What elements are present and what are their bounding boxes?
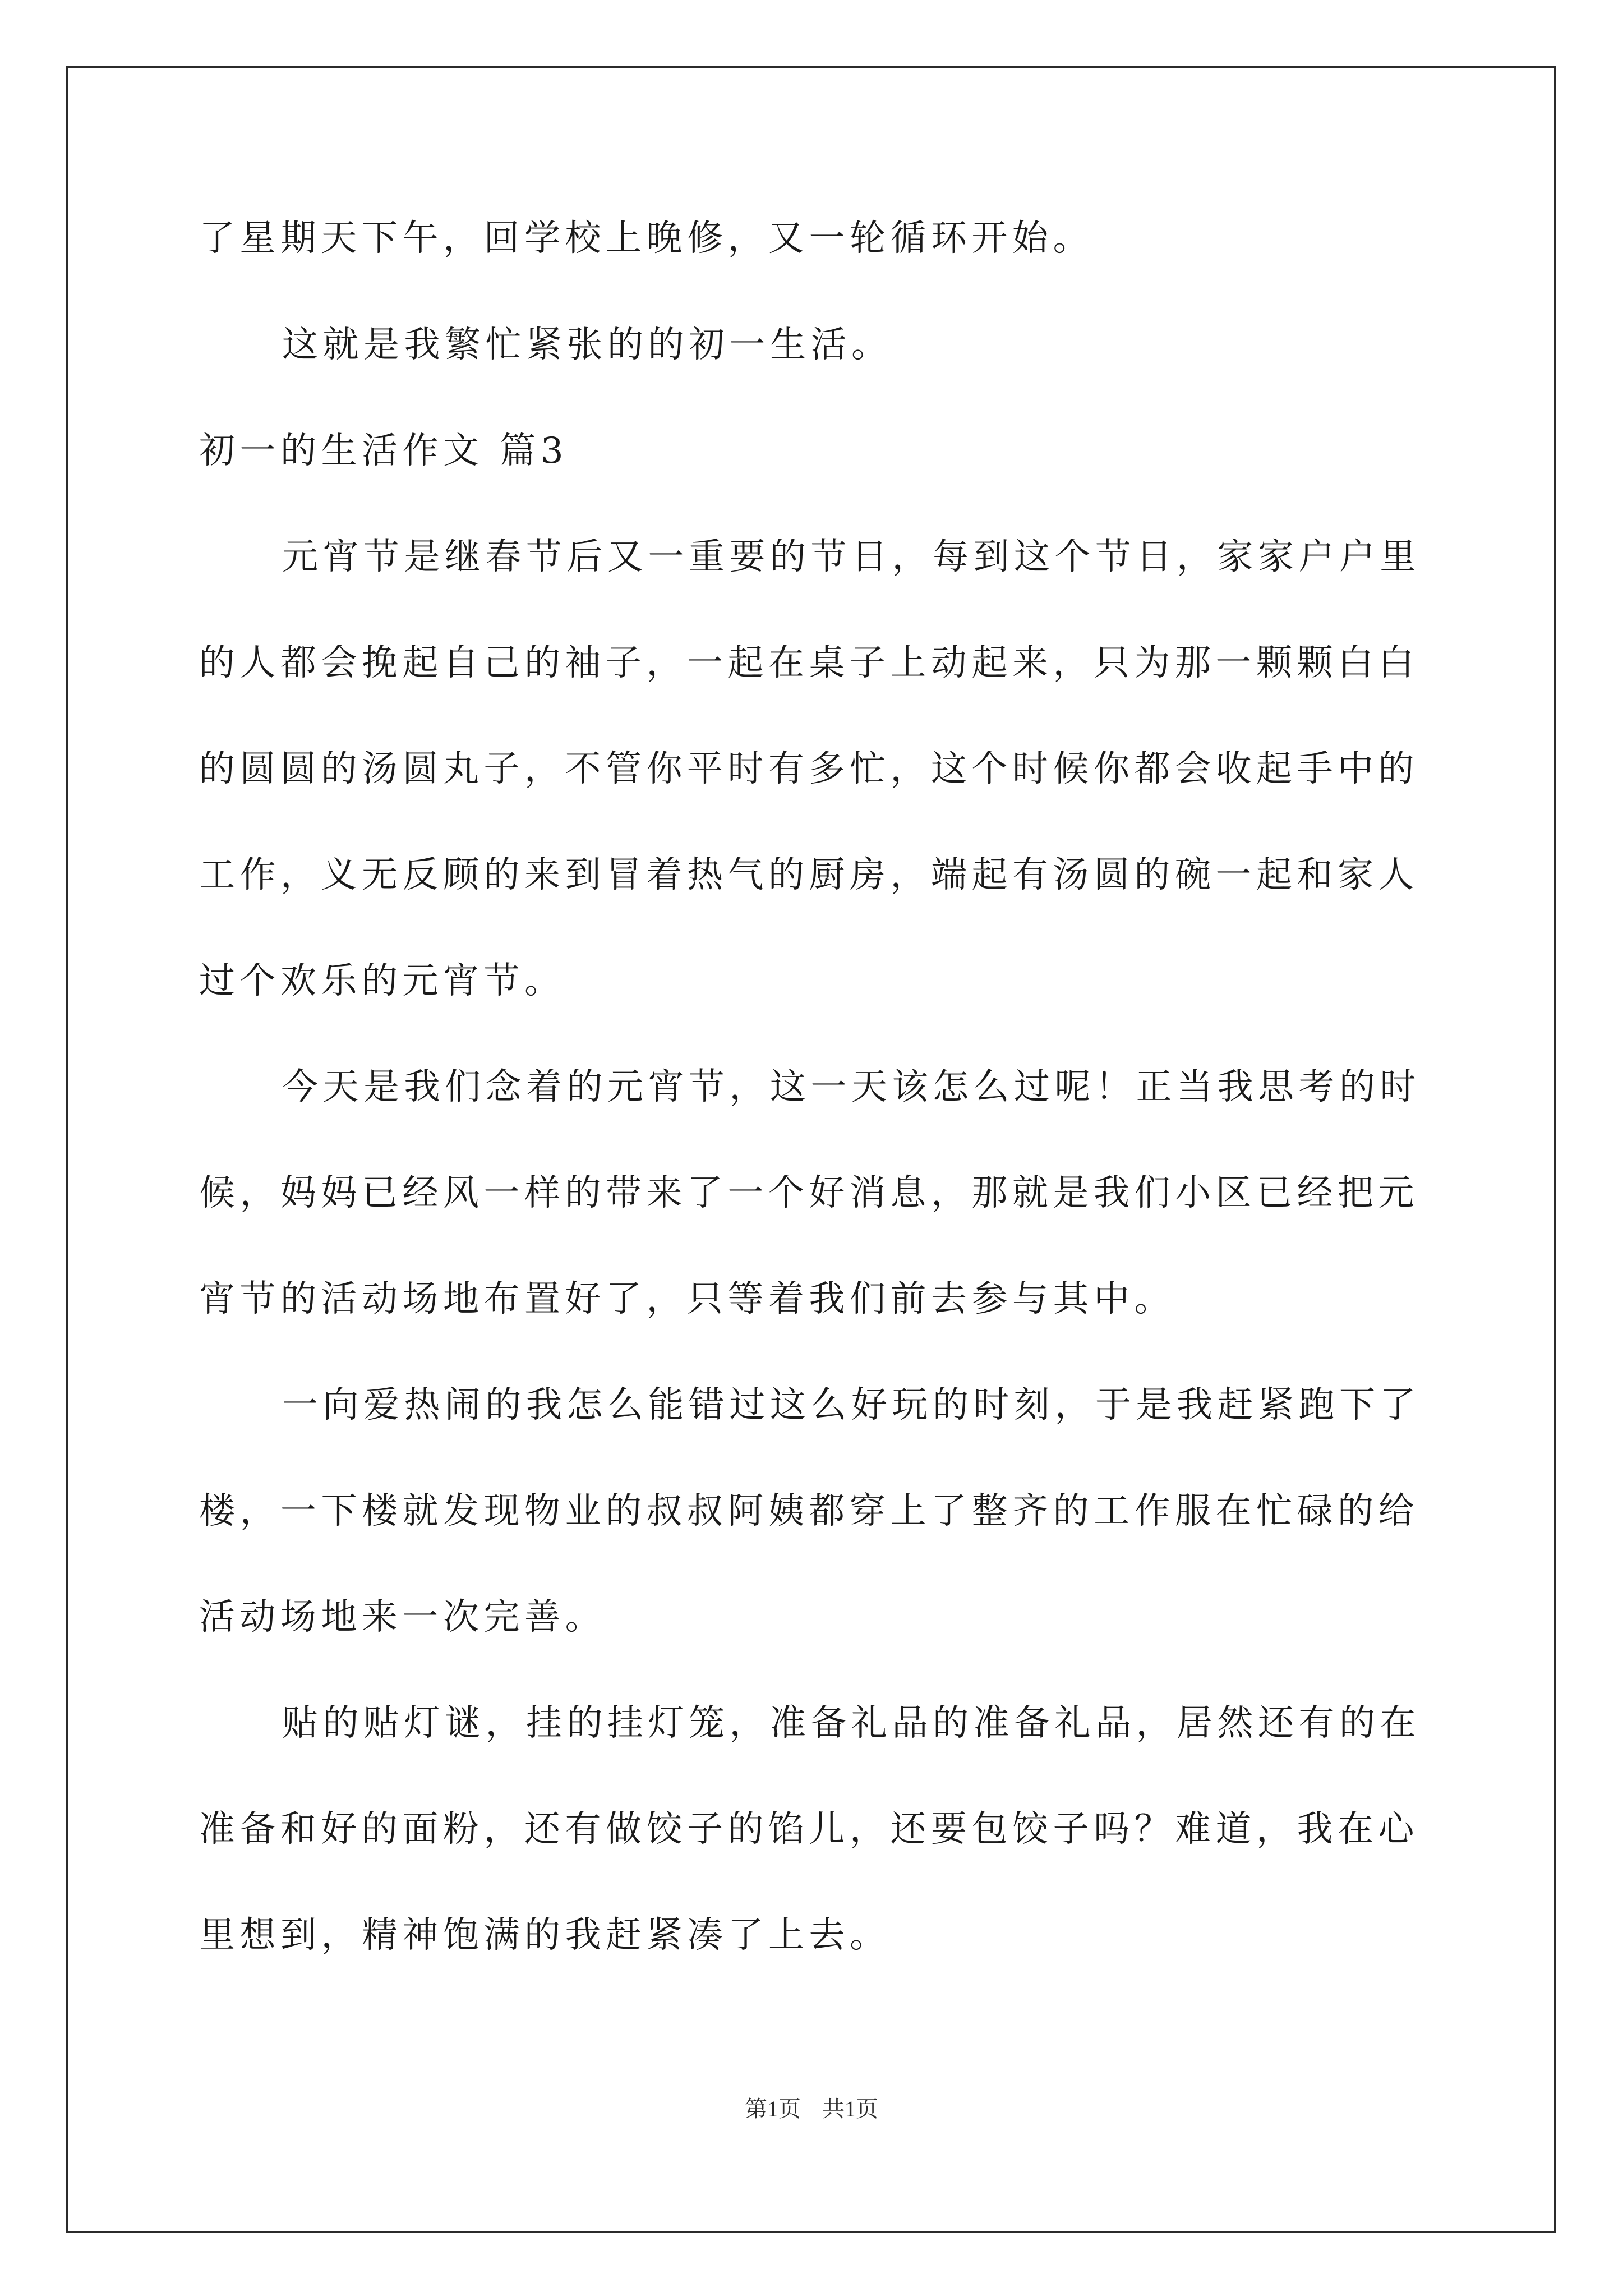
paragraph-line: 里想到，精神饱满的我赶紧凑了上去。 <box>199 1915 891 1956</box>
paragraph-line: 这就是我繁忙紧张的的初一生活。 <box>282 324 892 366</box>
paragraph-line: 元宵节是继春节后又一重要的节日，每到这个节日，家家户户里 <box>282 536 1421 578</box>
paragraph-line: 今天是我们念着的元宵节，这一天该怎么过呢！正当我思考的时 <box>282 1066 1421 1108</box>
page-total: 共1页 <box>822 2096 878 2122</box>
paragraph-line: 的圆圆的汤圆丸子，不管你平时有多忙，这个时候你都会收起手中的 <box>199 748 1419 790</box>
paragraph-line: 过个欢乐的元宵节。 <box>199 960 565 1002</box>
paragraph-line: 的人都会挽起自己的袖子，一起在桌子上动起来，只为那一颗颗白白 <box>199 642 1419 684</box>
page-footer <box>0 2093 1623 2125</box>
paragraph-line: 工作，义无反顾的来到冒着热气的厨房，端起有汤圆的碗一起和家人 <box>199 854 1419 896</box>
paragraph-line: 准备和好的面粉，还有做饺子的馅儿，还要包饺子吗？难道，我在心 <box>199 1809 1419 1850</box>
paragraph-line: 贴的贴灯谜，挂的挂灯笼，准备礼品的准备礼品，居然还有的在 <box>282 1703 1421 1744</box>
paragraph-line: 候，妈妈已经风一样的带来了一个好消息，那就是我们小区已经把元 <box>199 1172 1419 1214</box>
paragraph-line: 活动场地来一次完善。 <box>199 1596 606 1638</box>
paragraph-line: 楼，一下楼就发现物业的叔叔阿姨都穿上了整齐的工作服在忙碌的给 <box>199 1490 1419 1532</box>
paragraph-line: 一向爱热闹的我怎么能错过这么好玩的时刻，于是我赶紧跑下了 <box>282 1384 1421 1426</box>
page-number: 第1页 <box>745 2096 801 2122</box>
paragraph-line: 了星期天下午，回学校上晚修，又一轮循环开始。 <box>199 218 1094 259</box>
section-heading: 初一的生活作文 篇3 <box>199 430 569 472</box>
page-border <box>66 66 1556 2233</box>
paragraph-line: 宵节的活动场地布置好了，只等着我们前去参与其中。 <box>199 1278 1175 1320</box>
